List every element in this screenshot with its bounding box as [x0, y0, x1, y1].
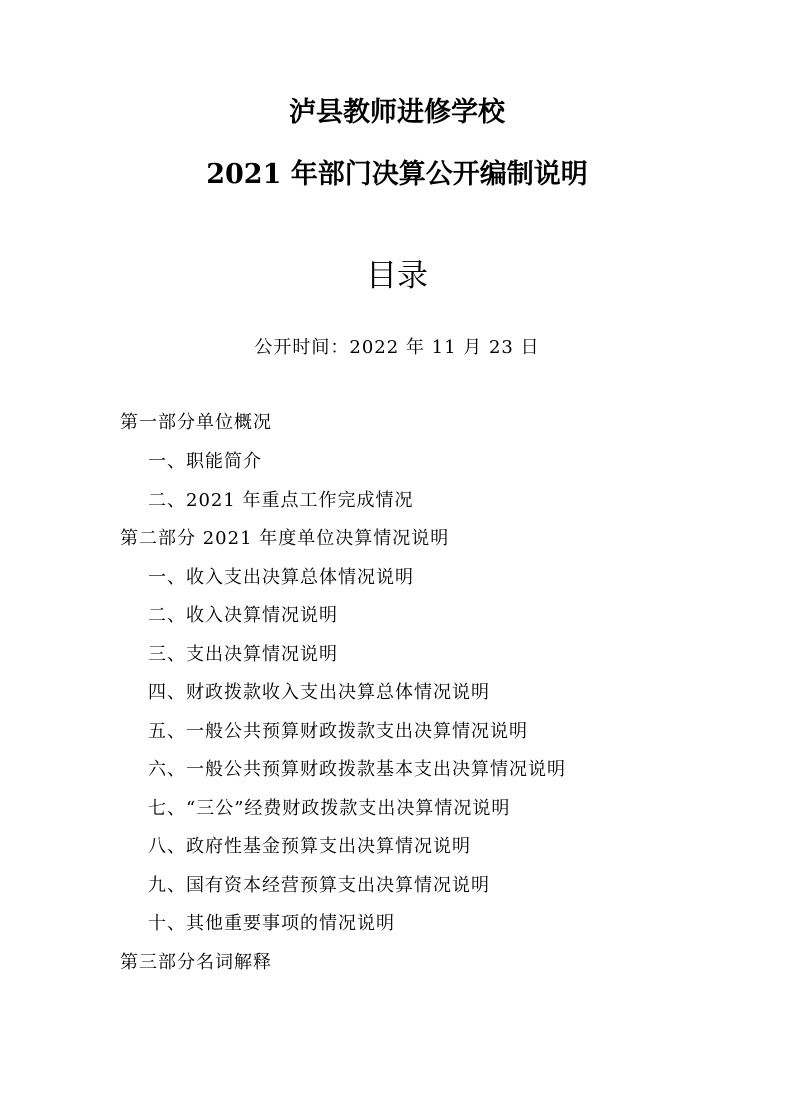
- toc-item: 五、一般公共预算财政拨款支出决算情况说明: [148, 721, 528, 742]
- toc-item: 九、国有资本经营预算支出决算情况说明: [148, 875, 490, 896]
- toc-item: 二、收入决算情况说明: [148, 605, 338, 626]
- toc-item: 三、支出决算情况说明: [148, 644, 338, 665]
- toc-heading: 目录: [366, 258, 428, 294]
- document-subtitle: 2021 年部门决算公开编制说明: [206, 159, 588, 190]
- toc-item: 六、一般公共预算财政拨款基本支出决算情况说明: [148, 759, 566, 780]
- toc-item: 四、财政拨款收入支出决算总体情况说明: [148, 682, 490, 703]
- publish-date: 公开时间：2022 年 11 月 23 日: [254, 337, 540, 358]
- toc-part-3: 第三部分名词解释: [120, 952, 272, 973]
- toc-item: 八、政府性基金预算支出决算情况说明: [148, 836, 471, 857]
- document-title: 泸县教师进修学校: [289, 97, 505, 128]
- toc-item: 一、职能简介: [148, 451, 262, 472]
- toc-part-1: 第一部分单位概况: [120, 412, 272, 433]
- toc-item: 七、“三公”经费财政拨款支出决算情况说明: [148, 798, 511, 819]
- toc-part-2: 第二部分 2021 年度单位决算情况说明: [120, 528, 450, 549]
- toc-item: 二、2021 年重点工作完成情况: [148, 490, 414, 511]
- toc-item: 一、收入支出决算总体情况说明: [148, 567, 414, 588]
- toc-item: 十、其他重要事项的情况说明: [148, 913, 395, 934]
